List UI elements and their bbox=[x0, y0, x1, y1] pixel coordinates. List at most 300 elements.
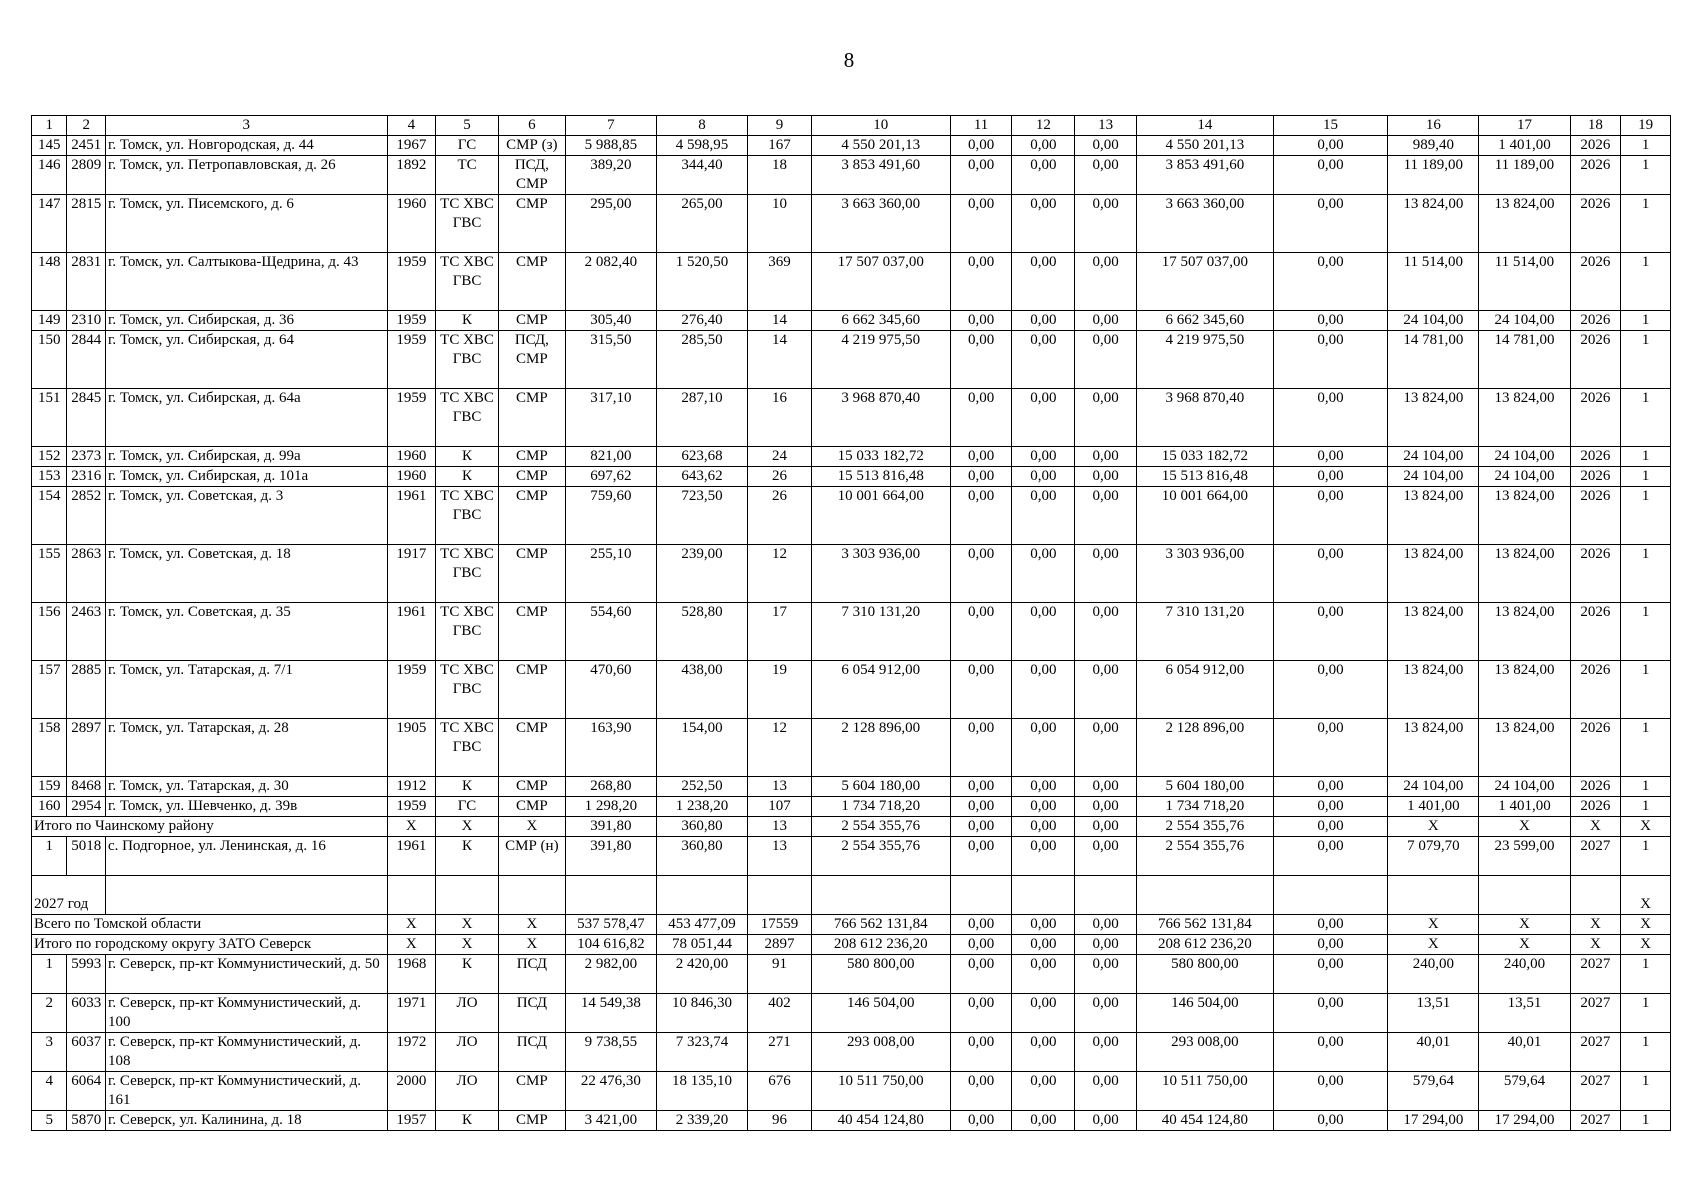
table-cell: 293 008,00 bbox=[1137, 1033, 1274, 1072]
header-cell: 18 bbox=[1570, 116, 1621, 136]
table-cell: 0,00 bbox=[1075, 719, 1137, 777]
table-cell: 155 bbox=[32, 545, 67, 603]
table-cell: 91 bbox=[748, 955, 812, 994]
table-cell: 1959 bbox=[387, 661, 436, 719]
table-cell: 13 824,00 bbox=[1388, 719, 1479, 777]
table-cell: 0,00 bbox=[1012, 777, 1075, 797]
table-cell: г. Томск, ул. Шевченко, д. 39в bbox=[105, 797, 387, 817]
table-cell: 6 054 912,00 bbox=[811, 661, 950, 719]
table-cell: 1957 bbox=[387, 1111, 436, 1131]
table-cell: ТС ХВС ГВС bbox=[436, 487, 499, 545]
table-cell: 360,80 bbox=[656, 837, 747, 876]
table-cell: 13 bbox=[748, 777, 812, 797]
table-cell: 293 008,00 bbox=[811, 1033, 950, 1072]
table-cell: 2027 bbox=[1570, 837, 1621, 876]
table-cell: 4 219 975,50 bbox=[1137, 331, 1274, 389]
table-cell: 6033 bbox=[67, 994, 105, 1033]
table-cell: 2885 bbox=[67, 661, 105, 719]
table-cell: 2809 bbox=[67, 156, 105, 195]
table-cell: 0,00 bbox=[950, 915, 1012, 935]
table-cell: 15 033 182,72 bbox=[811, 447, 950, 467]
table-cell: 2026 bbox=[1570, 603, 1621, 661]
table-cell: 537 578,47 bbox=[565, 915, 656, 935]
table-cell: 17 507 037,00 bbox=[1137, 253, 1274, 311]
table-cell: 438,00 bbox=[656, 661, 747, 719]
table-cell: 1959 bbox=[387, 389, 436, 447]
table-cell: 2026 bbox=[1570, 156, 1621, 195]
table-cell: 14 bbox=[748, 331, 812, 389]
table-cell: 0,00 bbox=[950, 311, 1012, 331]
table-cell: 11 189,00 bbox=[1388, 156, 1479, 195]
table-cell: 2 982,00 bbox=[565, 955, 656, 994]
table-cell: 1892 bbox=[387, 156, 436, 195]
table-cell: 19 bbox=[748, 661, 812, 719]
table-cell: 208 612 236,20 bbox=[1137, 935, 1274, 955]
table-cell: 2451 bbox=[67, 136, 105, 156]
table-row bbox=[32, 447, 1671, 467]
table-cell: 0,00 bbox=[1012, 331, 1075, 389]
table-cell: 0,00 bbox=[950, 994, 1012, 1033]
table-cell: 0,00 bbox=[1273, 777, 1387, 797]
table-row bbox=[32, 661, 1671, 719]
table-cell: 2 554 355,76 bbox=[1137, 817, 1274, 837]
table-cell: 0,00 bbox=[1075, 955, 1137, 994]
table-cell: СМР bbox=[498, 195, 565, 253]
table-cell: 6 054 912,00 bbox=[1137, 661, 1274, 719]
table-cell: 146 504,00 bbox=[1137, 994, 1274, 1033]
table-cell: 2954 bbox=[67, 797, 105, 817]
table-cell: СМР bbox=[498, 487, 565, 545]
empty-cell bbox=[1075, 876, 1137, 915]
table-row bbox=[32, 545, 1671, 603]
table-cell: 13 824,00 bbox=[1479, 545, 1570, 603]
table-cell: К bbox=[436, 467, 499, 487]
table-cell: 0,00 bbox=[1273, 311, 1387, 331]
table-cell: 24 104,00 bbox=[1388, 447, 1479, 467]
table-cell: 1 bbox=[1621, 136, 1671, 156]
table-cell: 4 219 975,50 bbox=[811, 331, 950, 389]
table-cell: 0,00 bbox=[1273, 797, 1387, 817]
table-cell: X bbox=[1621, 915, 1671, 935]
header-cell: 19 bbox=[1621, 116, 1671, 136]
table-cell: 6 662 345,60 bbox=[811, 311, 950, 331]
table-cell: 0,00 bbox=[1012, 1033, 1075, 1072]
table-cell: 158 bbox=[32, 719, 67, 777]
table-cell: 240,00 bbox=[1388, 955, 1479, 994]
table-cell: 8468 bbox=[67, 777, 105, 797]
summary-row bbox=[32, 935, 1671, 955]
table-header-row bbox=[32, 116, 1671, 136]
table-cell: 2 339,20 bbox=[656, 1111, 747, 1131]
table-cell: ТС ХВС ГВС bbox=[436, 331, 499, 389]
table-cell: г. Томск, ул. Татарская, д. 7/1 bbox=[105, 661, 387, 719]
table-cell: 13 bbox=[748, 837, 812, 876]
table-cell: 252,50 bbox=[656, 777, 747, 797]
table-cell: 0,00 bbox=[1075, 156, 1137, 195]
header-cell: 17 bbox=[1479, 116, 1570, 136]
summary-row bbox=[32, 915, 1671, 935]
table-cell: 580 800,00 bbox=[1137, 955, 1274, 994]
table-cell: 2026 bbox=[1570, 136, 1621, 156]
table-cell: 2026 bbox=[1570, 389, 1621, 447]
table-cell: с. Подгорное, ул. Ленинская, д. 16 bbox=[105, 837, 387, 876]
table-cell: 24 104,00 bbox=[1479, 777, 1570, 797]
table-cell: 0,00 bbox=[1012, 837, 1075, 876]
table-cell: К bbox=[436, 837, 499, 876]
header-cell: 6 bbox=[498, 116, 565, 136]
table-cell: 3 968 870,40 bbox=[811, 389, 950, 447]
table-cell: 1 bbox=[1621, 797, 1671, 817]
table-cell: 13 824,00 bbox=[1388, 603, 1479, 661]
empty-cell bbox=[1570, 876, 1621, 915]
empty-cell bbox=[105, 876, 387, 915]
table-cell: X bbox=[498, 935, 565, 955]
table-cell: 3 bbox=[32, 1033, 67, 1072]
table-cell: 1 bbox=[1621, 1033, 1671, 1072]
table-cell: 1 bbox=[1621, 253, 1671, 311]
table-cell: 1961 bbox=[387, 487, 436, 545]
table-cell: СМР bbox=[498, 447, 565, 467]
table-cell: X bbox=[1621, 876, 1671, 915]
table-cell: К bbox=[436, 311, 499, 331]
table-cell: 2 bbox=[32, 994, 67, 1033]
table-cell: 697,62 bbox=[565, 467, 656, 487]
table-cell: 7 310 131,20 bbox=[811, 603, 950, 661]
table-cell: 305,40 bbox=[565, 311, 656, 331]
table-cell: ТС bbox=[436, 156, 499, 195]
table-cell: 402 bbox=[748, 994, 812, 1033]
table-cell: 453 477,09 bbox=[656, 915, 747, 935]
table-cell: 0,00 bbox=[1273, 195, 1387, 253]
table-cell: 2026 bbox=[1570, 487, 1621, 545]
table-cell: 13 824,00 bbox=[1479, 195, 1570, 253]
table-cell: 13 824,00 bbox=[1479, 719, 1570, 777]
table-cell: 579,64 bbox=[1388, 1072, 1479, 1111]
table-cell: 17559 bbox=[748, 915, 812, 935]
table-cell: 5993 bbox=[67, 955, 105, 994]
table-cell: 7 079,70 bbox=[1388, 837, 1479, 876]
table-cell: 13 824,00 bbox=[1388, 195, 1479, 253]
table-cell: 1 401,00 bbox=[1388, 797, 1479, 817]
table-row bbox=[32, 777, 1671, 797]
table-row bbox=[32, 837, 1671, 876]
table-cell: 0,00 bbox=[1012, 817, 1075, 837]
year-row bbox=[32, 876, 1671, 915]
table-row bbox=[32, 253, 1671, 311]
table-cell: 0,00 bbox=[1012, 253, 1075, 311]
table-cell: 1 bbox=[1621, 603, 1671, 661]
table-cell: 2852 bbox=[67, 487, 105, 545]
table-cell: 0,00 bbox=[1273, 545, 1387, 603]
table-cell: г. Томск, ул. Сибирская, д. 101а bbox=[105, 467, 387, 487]
table-cell: СМР bbox=[498, 311, 565, 331]
table-cell: 10 001 664,00 bbox=[1137, 487, 1274, 545]
table-cell: 0,00 bbox=[1273, 1111, 1387, 1131]
table-cell: ТС ХВС ГВС bbox=[436, 545, 499, 603]
table-row bbox=[32, 195, 1671, 253]
table-cell: 0,00 bbox=[950, 253, 1012, 311]
table-cell: 13 824,00 bbox=[1479, 661, 1570, 719]
table-cell: 7 323,74 bbox=[656, 1033, 747, 1072]
table-cell: СМР bbox=[498, 253, 565, 311]
table-cell: 0,00 bbox=[1075, 837, 1137, 876]
header-cell: 3 bbox=[105, 116, 387, 136]
table-cell: 0,00 bbox=[950, 1033, 1012, 1072]
table-cell: 2845 bbox=[67, 389, 105, 447]
table-cell: 9 738,55 bbox=[565, 1033, 656, 1072]
table-cell: СМР bbox=[498, 719, 565, 777]
table-cell: 2 128 896,00 bbox=[1137, 719, 1274, 777]
table-cell: 0,00 bbox=[1273, 915, 1387, 935]
table-cell: 5870 bbox=[67, 1111, 105, 1131]
table-row bbox=[32, 719, 1671, 777]
table-cell: 0,00 bbox=[950, 837, 1012, 876]
table-cell: 7 310 131,20 bbox=[1137, 603, 1274, 661]
table-cell: г. Томск, ул. Салтыкова-Щедрина, д. 43 bbox=[105, 253, 387, 311]
table-cell: 3 303 936,00 bbox=[1137, 545, 1274, 603]
table-cell: 1 bbox=[1621, 955, 1671, 994]
table-cell: 4 550 201,13 bbox=[1137, 136, 1274, 156]
table-cell: 1 bbox=[1621, 195, 1671, 253]
table-cell: 0,00 bbox=[950, 467, 1012, 487]
table-cell: 2 554 355,76 bbox=[811, 837, 950, 876]
table-cell: 208 612 236,20 bbox=[811, 935, 950, 955]
table-cell: 0,00 bbox=[1075, 797, 1137, 817]
table-cell: 0,00 bbox=[1075, 1072, 1137, 1111]
table-cell: 0,00 bbox=[1075, 487, 1137, 545]
table-cell: 11 514,00 bbox=[1388, 253, 1479, 311]
header-cell: 14 bbox=[1137, 116, 1274, 136]
table-cell: 0,00 bbox=[950, 719, 1012, 777]
table-cell: 149 bbox=[32, 311, 67, 331]
table-cell: 1 bbox=[1621, 487, 1671, 545]
empty-cell bbox=[436, 876, 499, 915]
table-cell: 1 bbox=[1621, 545, 1671, 603]
table-cell: 1 bbox=[1621, 389, 1671, 447]
empty-cell bbox=[1012, 876, 1075, 915]
table-cell: 2000 bbox=[387, 1072, 436, 1111]
table-cell: 24 104,00 bbox=[1388, 777, 1479, 797]
table-cell: 96 bbox=[748, 1111, 812, 1131]
table-cell: 13,51 bbox=[1479, 994, 1570, 1033]
table-cell: 5 bbox=[32, 1111, 67, 1131]
table-cell: 156 bbox=[32, 603, 67, 661]
table-cell: 16 bbox=[748, 389, 812, 447]
table-row bbox=[32, 797, 1671, 817]
table-cell: 160 bbox=[32, 797, 67, 817]
table-row bbox=[32, 1111, 1671, 1131]
table-cell: ПСД, СМР bbox=[498, 331, 565, 389]
table-cell: ТС ХВС ГВС bbox=[436, 603, 499, 661]
table-cell: 1971 bbox=[387, 994, 436, 1033]
table-cell: 13,51 bbox=[1388, 994, 1479, 1033]
table-cell: X bbox=[436, 935, 499, 955]
table-cell: 344,40 bbox=[656, 156, 747, 195]
table-cell: 151 bbox=[32, 389, 67, 447]
table-cell: 0,00 bbox=[1075, 661, 1137, 719]
table-cell: 1 bbox=[1621, 1072, 1671, 1111]
table-cell: 150 bbox=[32, 331, 67, 389]
table-cell: 13 824,00 bbox=[1388, 487, 1479, 545]
table-cell: 6064 bbox=[67, 1072, 105, 1111]
table-cell: 3 303 936,00 bbox=[811, 545, 950, 603]
table-cell: 4 550 201,13 bbox=[811, 136, 950, 156]
table-cell: г. Томск, ул. Советская, д. 3 bbox=[105, 487, 387, 545]
summary-row bbox=[32, 817, 1671, 837]
table-cell: 18 bbox=[748, 156, 812, 195]
table-cell: X bbox=[1388, 915, 1479, 935]
empty-cell bbox=[811, 876, 950, 915]
table-cell: 12 bbox=[748, 545, 812, 603]
table-cell: 2310 bbox=[67, 311, 105, 331]
table-cell: 167 bbox=[748, 136, 812, 156]
table-cell: 24 104,00 bbox=[1388, 311, 1479, 331]
table-cell: 1959 bbox=[387, 253, 436, 311]
table-cell: 0,00 bbox=[1075, 777, 1137, 797]
table-cell: 3 853 491,60 bbox=[1137, 156, 1274, 195]
table-cell: 153 bbox=[32, 467, 67, 487]
table-cell: 159 bbox=[32, 777, 67, 797]
table-cell: 40 454 124,80 bbox=[811, 1111, 950, 1131]
empty-cell bbox=[498, 876, 565, 915]
table-cell: 0,00 bbox=[1273, 156, 1387, 195]
table-cell: СМР (з) bbox=[498, 136, 565, 156]
table-cell: 0,00 bbox=[950, 195, 1012, 253]
table-cell: СМР bbox=[498, 1072, 565, 1111]
table-cell: X bbox=[1570, 817, 1621, 837]
table-cell: 0,00 bbox=[1012, 661, 1075, 719]
table-cell: 1 bbox=[1621, 311, 1671, 331]
table-cell: 10 511 750,00 bbox=[1137, 1072, 1274, 1111]
table-cell: 0,00 bbox=[1075, 136, 1137, 156]
table-cell: 10 001 664,00 bbox=[811, 487, 950, 545]
table-cell: 0,00 bbox=[1075, 253, 1137, 311]
table-cell: 0,00 bbox=[1273, 837, 1387, 876]
table-cell: 0,00 bbox=[1012, 994, 1075, 1033]
table-cell: 271 bbox=[748, 1033, 812, 1072]
table-cell: 0,00 bbox=[1273, 994, 1387, 1033]
table-cell: 240,00 bbox=[1479, 955, 1570, 994]
header-cell: 5 bbox=[436, 116, 499, 136]
table-cell: 1 bbox=[1621, 661, 1671, 719]
table-cell: 24 104,00 bbox=[1479, 311, 1570, 331]
table-cell: 3 421,00 bbox=[565, 1111, 656, 1131]
table-cell: 2026 bbox=[1570, 467, 1621, 487]
table-cell: X bbox=[436, 817, 499, 837]
table-cell: 1967 bbox=[387, 136, 436, 156]
table-cell: 0,00 bbox=[1075, 1111, 1137, 1131]
table-cell: 0,00 bbox=[950, 661, 1012, 719]
table-cell: 0,00 bbox=[950, 817, 1012, 837]
table-cell: 13 824,00 bbox=[1388, 661, 1479, 719]
table-cell: 14 549,38 bbox=[565, 994, 656, 1033]
table-cell: 1960 bbox=[387, 447, 436, 467]
table-cell: 554,60 bbox=[565, 603, 656, 661]
capital-repair-table bbox=[31, 115, 1671, 1131]
table-cell: 1961 bbox=[387, 837, 436, 876]
table-cell: ТС ХВС ГВС bbox=[436, 253, 499, 311]
table-cell: 0,00 bbox=[1273, 447, 1387, 467]
table-cell: 2373 bbox=[67, 447, 105, 467]
table-row bbox=[32, 389, 1671, 447]
table-cell: СМР bbox=[498, 467, 565, 487]
table-cell: 0,00 bbox=[1012, 935, 1075, 955]
table-cell: X bbox=[498, 817, 565, 837]
table-cell: 1961 bbox=[387, 603, 436, 661]
table-cell: 2026 bbox=[1570, 719, 1621, 777]
table-cell: 369 bbox=[748, 253, 812, 311]
table-cell: 1 734 718,20 bbox=[1137, 797, 1274, 817]
table-cell: 26 bbox=[748, 467, 812, 487]
table-cell: 0,00 bbox=[1273, 487, 1387, 545]
table-cell: 145 bbox=[32, 136, 67, 156]
table-cell: 1960 bbox=[387, 467, 436, 487]
table-cell: г. Томск, ул. Советская, д. 35 bbox=[105, 603, 387, 661]
table-cell: 3 663 360,00 bbox=[1137, 195, 1274, 253]
table-cell: 0,00 bbox=[1273, 817, 1387, 837]
table-cell: 2 082,40 bbox=[565, 253, 656, 311]
summary-label: Итого по городскому округу ЗАТО Северск bbox=[32, 935, 388, 955]
table-cell: 1 bbox=[1621, 447, 1671, 467]
table-cell: X bbox=[1388, 935, 1479, 955]
table-cell: 0,00 bbox=[950, 487, 1012, 545]
table-cell: 1972 bbox=[387, 1033, 436, 1072]
header-cell: 1 bbox=[32, 116, 67, 136]
table-cell: 10 bbox=[748, 195, 812, 253]
table-cell: 0,00 bbox=[1273, 331, 1387, 389]
table-cell: 287,10 bbox=[656, 389, 747, 447]
table-cell: ТС ХВС ГВС bbox=[436, 389, 499, 447]
table-cell: 1917 bbox=[387, 545, 436, 603]
table-cell: 17 507 037,00 bbox=[811, 253, 950, 311]
table-cell: 23 599,00 bbox=[1479, 837, 1570, 876]
table-row bbox=[32, 311, 1671, 331]
table-cell: 0,00 bbox=[1012, 467, 1075, 487]
table-cell: 13 824,00 bbox=[1479, 603, 1570, 661]
table-cell: 0,00 bbox=[1012, 389, 1075, 447]
table-cell: X bbox=[498, 915, 565, 935]
table-cell: г. Томск, ул. Татарская, д. 30 bbox=[105, 777, 387, 797]
table-cell: 0,00 bbox=[1075, 447, 1137, 467]
table-cell: СМР bbox=[498, 389, 565, 447]
table-cell: 15 513 816,48 bbox=[1137, 467, 1274, 487]
header-cell: 4 bbox=[387, 116, 436, 136]
table-cell: 0,00 bbox=[950, 331, 1012, 389]
header-cell: 7 bbox=[565, 116, 656, 136]
table-cell: 2463 bbox=[67, 603, 105, 661]
table-cell: 10 846,30 bbox=[656, 994, 747, 1033]
table-cell: 360,80 bbox=[656, 817, 747, 837]
table-cell: 4 bbox=[32, 1072, 67, 1111]
table-cell: 2 128 896,00 bbox=[811, 719, 950, 777]
empty-cell bbox=[748, 876, 812, 915]
table-cell: 1 734 718,20 bbox=[811, 797, 950, 817]
table-cell: 17 294,00 bbox=[1388, 1111, 1479, 1131]
table-cell: X bbox=[387, 817, 436, 837]
table-cell: 2026 bbox=[1570, 195, 1621, 253]
table-cell: 0,00 bbox=[1075, 195, 1137, 253]
table-cell: 0,00 bbox=[950, 603, 1012, 661]
table-cell: ЛО bbox=[436, 1072, 499, 1111]
table-cell: 0,00 bbox=[1273, 467, 1387, 487]
table-cell: СМР bbox=[498, 603, 565, 661]
table-cell: 1 bbox=[1621, 719, 1671, 777]
table-cell: 1 298,20 bbox=[565, 797, 656, 817]
table-cell: 0,00 bbox=[1273, 389, 1387, 447]
table-cell: 104 616,82 bbox=[565, 935, 656, 955]
table-cell: 5 988,85 bbox=[565, 136, 656, 156]
table-cell: 13 824,00 bbox=[1388, 545, 1479, 603]
